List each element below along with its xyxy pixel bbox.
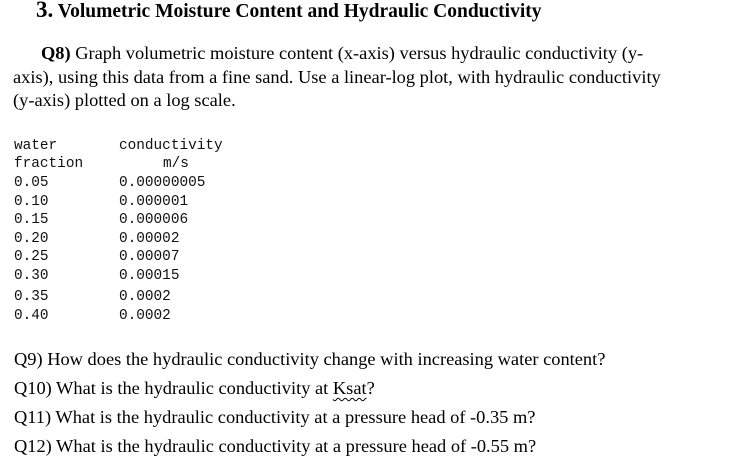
water-fraction-cell: 0.40 xyxy=(14,307,49,324)
conductivity-cell: 0.0002 xyxy=(119,307,171,324)
conductivity-cell: 0.00015 xyxy=(119,267,180,284)
q10-prefix: Q10) What is the hydraulic conductivity at xyxy=(14,378,333,398)
water-fraction-cell: 0.35 xyxy=(14,288,49,305)
question-q11: Q11) What is the hydraulic conductivity at a pressure head of -0.35 m? xyxy=(14,407,536,427)
q10-suffix: ? xyxy=(366,378,375,398)
conductivity-cell: 0.000006 xyxy=(119,212,189,229)
conductivity-cell: 0.00007 xyxy=(119,249,180,266)
q8-label: Q8) xyxy=(41,43,71,63)
water-fraction-cell: 0.10 xyxy=(14,193,49,210)
conductivity-header-units: m/s xyxy=(163,156,189,172)
q8-line-1 xyxy=(13,42,729,66)
question-q10 xyxy=(14,377,605,406)
q10-ksat-term: Ksat xyxy=(332,378,367,398)
q8-line-2: axis), using this data from a fine sand. Use a linear-log plot, with hydraulic conductivity xyxy=(13,66,661,87)
water-header-line-1: water xyxy=(14,138,58,154)
conductivity-header-line-1: conductivity xyxy=(119,138,223,154)
section-number: 3. xyxy=(36,0,54,22)
water-fraction-cell: 0.30 xyxy=(14,267,49,284)
conductivity-cell: 0.00002 xyxy=(119,230,180,247)
conductivity-cell: 0.0002 xyxy=(119,288,171,305)
q8-text-1: Graph volumetric moisture content (x-axis) versus hydraulic conductivity (y- xyxy=(70,43,644,63)
water-fraction-cell: 0.25 xyxy=(14,249,49,266)
conductivity-cell: 0.00000005 xyxy=(119,175,206,191)
question-q8 xyxy=(13,42,729,113)
water-fraction-cell: 0.05 xyxy=(14,175,49,191)
section-heading xyxy=(36,0,542,24)
water-fraction-cell: 0.20 xyxy=(14,230,49,247)
water-fraction-cell: 0.15 xyxy=(14,212,49,229)
section-title: Volumetric Moisture Content and Hydraulic Conductivity xyxy=(57,1,542,22)
question-q9: Q9) How does the hydraulic conductivity change with increasing water content? xyxy=(14,349,606,369)
question-list xyxy=(14,348,605,464)
water-header-line-2: fraction xyxy=(14,156,84,172)
conductivity-cell: 0.000001 xyxy=(119,193,189,210)
question-q12: Q12) What is the hydraulic conductivity at a pressure head of -0.55 m? xyxy=(14,436,537,456)
q8-line-3: (y-axis) plotted on a log scale. xyxy=(13,90,236,110)
